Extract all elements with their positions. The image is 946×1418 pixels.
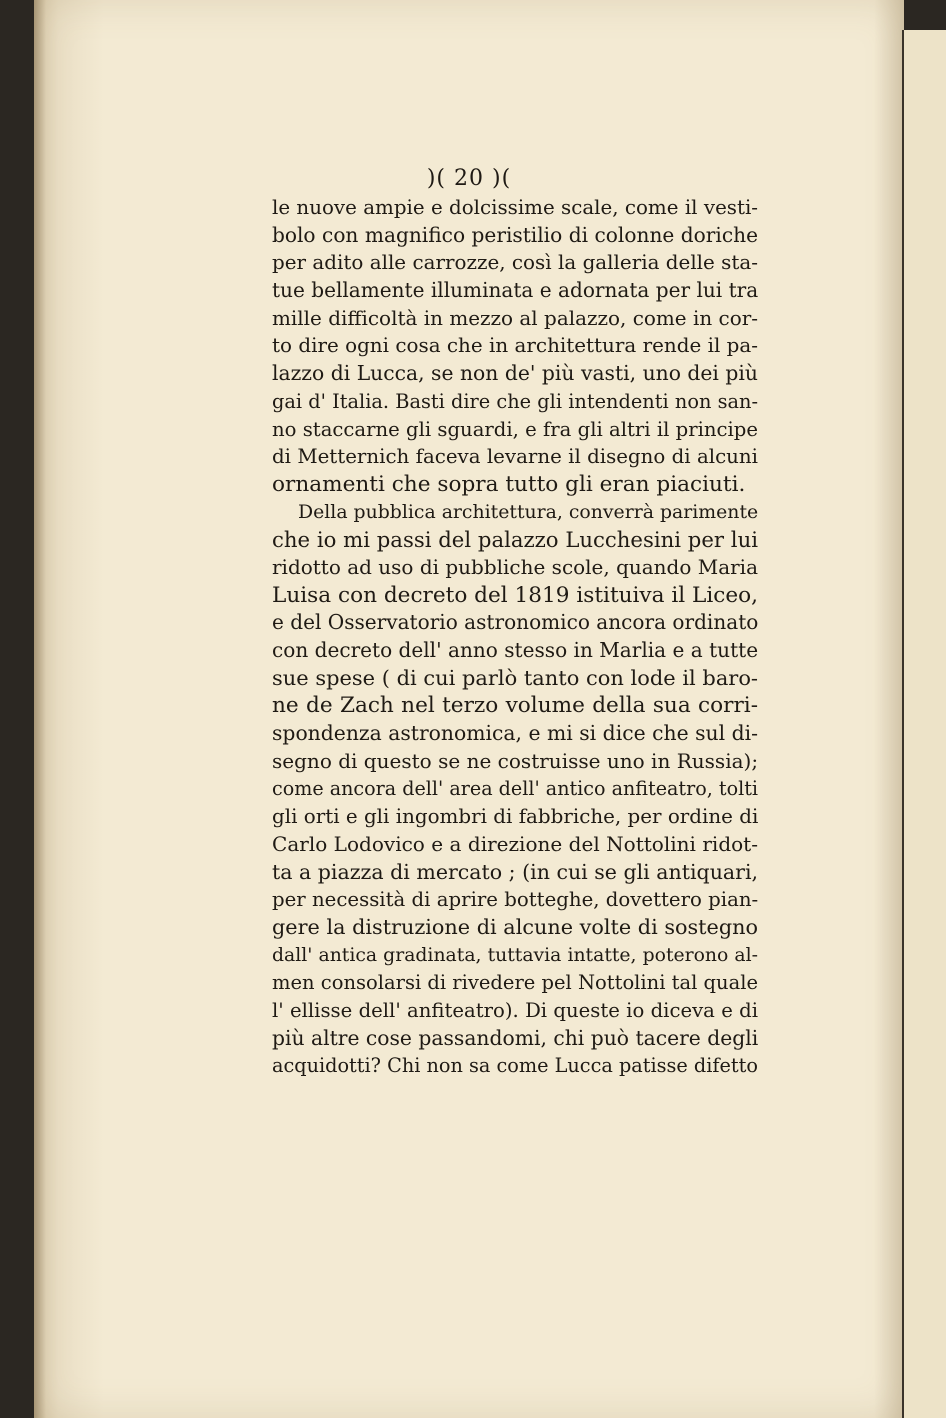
text-line: dall' antica gradinata, tuttavia intatte, poterono al- (272, 944, 758, 966)
text-line: Carlo Lodovico e a direzione del Nottolini ridot- (272, 831, 758, 856)
text-line: e del Osservatorio astronomico ancora ordinato (272, 610, 759, 635)
text-line: più altre cose passandomi, chi può tacere degli (272, 1025, 759, 1050)
text-line: segno di questo se ne costruisse uno in Russia); (272, 748, 759, 773)
text-line: con decreto dell' anno stesso in Marlia e a tutte (272, 638, 759, 662)
text-line: per adito alle carrozze, così la galleria delle sta- (272, 251, 758, 275)
text-line: lazzo di Lucca, se non de' più vasti, uno dei più (272, 361, 758, 386)
text-line: ornamenti che sopra tutto gli eran piaciuti. (272, 471, 746, 497)
text-line: per necessità di aprire botteghe, dovettero pian- (272, 888, 759, 912)
text-line: to dire ogni cosa che in architettura rende il pa- (272, 334, 758, 358)
text-line: di Metternich faceva levarne il disegno di alcuni (272, 445, 758, 469)
text-line: sue spese ( di cui parlò tanto con lode il baro- (272, 665, 758, 690)
next-page-edge (902, 30, 946, 1418)
text-line: che io mi passi del palazzo Lucchesini per lui (272, 527, 758, 553)
text-line: le nuove ampie e dolcissime scale, come il vesti- (272, 196, 758, 219)
text-line: Luisa con decreto del 1819 istituiva il Liceo, (272, 582, 759, 608)
text-line: gai d' Italia. Basti dire che gli intendenti non san- (272, 389, 758, 413)
text-line: gli orti e gli ingombri di fabbriche, per ordine di (272, 805, 759, 829)
text-line: ne de Zach nel terzo volume della sua corri- (272, 693, 758, 719)
text-line: come ancora dell' area dell' antico anfiteatro, tolti (272, 777, 758, 801)
text-line: acquidotti? Chi non sa come Lucca patisse difetto (272, 1054, 758, 1078)
page-number-header: )( 20 )( (426, 166, 512, 191)
body-text (272, 194, 758, 1080)
text-line: ta a piazza di mercato ; (in cui se gli antiquari, (272, 859, 759, 884)
text-line: spondenza astronomica, e mi si dice che sul di- (272, 721, 758, 746)
text-line: tue bellamente illuminata e adornata per lui tra (272, 278, 759, 303)
text-line: no staccarne gli sguardi, e fra gli altri il principe (272, 417, 758, 441)
text-line: bolo con magnifico peristilio di colonne doriche (272, 222, 758, 247)
text-line: gere la distruzione di alcune volte di sostegno (272, 914, 758, 939)
text-line: mille difficoltà in mezzo al palazzo, come in cor- (272, 305, 758, 330)
text-line: l' ellisse dell' anfiteatro). Di queste io diceva e di (272, 998, 758, 1022)
text-line: ridotto ad uso di pubbliche scole, quando Maria (272, 554, 758, 579)
page-binding-shadow (34, 0, 46, 1418)
text-line: men consolarsi di rivedere pel Nottolini tal quale (272, 971, 758, 995)
text-line: Della pubblica architettura, converrà parimente (298, 501, 759, 523)
